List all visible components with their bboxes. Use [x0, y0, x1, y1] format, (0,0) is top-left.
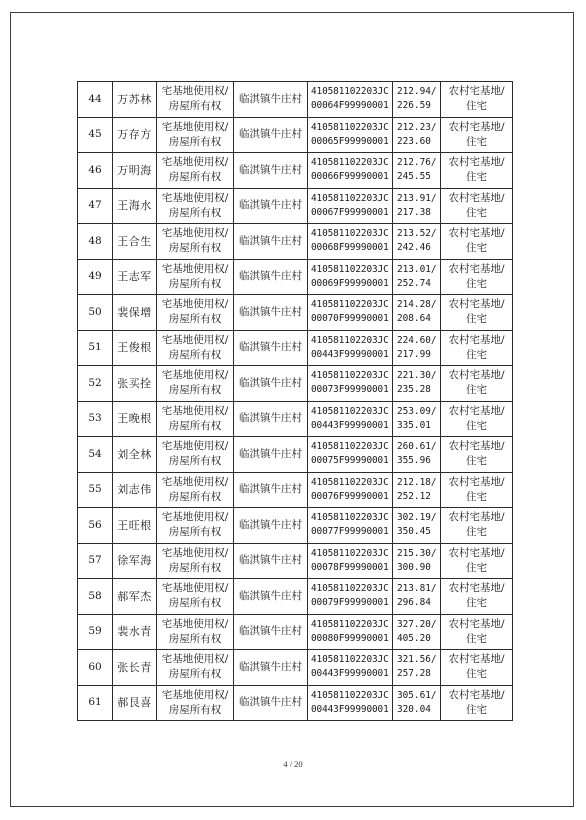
unit-code-cell — [308, 259, 393, 295]
right-type-cell-line: 宅基地使用权/ — [161, 191, 229, 204]
unit-code-cell — [308, 366, 393, 402]
usage-cell-line: 住宅 — [466, 526, 487, 539]
unit-code-cell-line: 410581102203JC — [311, 86, 389, 98]
unit-code-cell-line: 410581102203JC — [311, 263, 389, 275]
right-type-cell-line: 房屋所有权 — [168, 277, 222, 290]
usage-cell-line: 农村宅基地/ — [448, 120, 505, 133]
area-cell — [393, 330, 441, 366]
area-cell-line: 217.99 — [397, 348, 431, 360]
table-row — [78, 401, 513, 437]
area-cell — [393, 82, 441, 118]
right-type-cell-line: 房屋所有权 — [168, 632, 222, 645]
owner-name-cell: 刘全林 — [113, 437, 157, 473]
unit-code-cell-line: 00443F99990001 — [311, 668, 389, 680]
table-row — [78, 366, 513, 402]
location-cell: 临淇镇牛庄村 — [234, 401, 308, 437]
owner-name-cell: 万明海 — [113, 153, 157, 189]
unit-code-cell-line: 410581102203JC — [311, 618, 389, 630]
table-row — [78, 224, 513, 260]
right-type-cell-line: 宅基地使用权/ — [161, 653, 229, 666]
usage-cell-line: 住宅 — [466, 419, 487, 432]
area-cell — [393, 295, 441, 331]
usage-cell-line: 住宅 — [466, 242, 487, 255]
usage-cell — [441, 579, 513, 615]
right-type-cell — [157, 259, 234, 295]
usage-cell-line: 农村宅基地/ — [448, 440, 505, 453]
location-cell: 临淇镇牛庄村 — [234, 579, 308, 615]
usage-cell-line: 农村宅基地/ — [448, 227, 505, 240]
location-cell: 临淇镇牛庄村 — [234, 650, 308, 686]
right-type-cell-line: 宅基地使用权/ — [161, 475, 229, 488]
right-type-cell-line: 宅基地使用权/ — [161, 369, 229, 382]
location-cell: 临淇镇牛庄村 — [234, 437, 308, 473]
usage-cell-line: 农村宅基地/ — [448, 262, 505, 275]
unit-code-cell-line: 410581102203JC — [311, 370, 389, 382]
right-type-cell-line: 宅基地使用权/ — [161, 333, 229, 346]
area-cell-line: 321.56/ — [397, 654, 437, 666]
owner-name-cell: 裴保增 — [113, 295, 157, 331]
area-cell — [393, 259, 441, 295]
unit-code-cell — [308, 650, 393, 686]
area-cell-line: 252.12 — [397, 490, 431, 502]
unit-code-cell-line: 00443F99990001 — [311, 703, 389, 715]
usage-cell — [441, 508, 513, 544]
table-row — [78, 117, 513, 153]
unit-code-cell-line: 00079F99990001 — [311, 597, 389, 609]
owner-name-cell: 王旺根 — [113, 508, 157, 544]
row-number-cell: 54 — [78, 437, 113, 473]
right-type-cell-line: 房屋所有权 — [168, 100, 222, 113]
table-row — [78, 82, 513, 118]
right-type-cell-line: 房屋所有权 — [168, 703, 222, 716]
location-cell: 临淇镇牛庄村 — [234, 117, 308, 153]
usage-cell-line: 住宅 — [466, 348, 487, 361]
right-type-cell-line: 房屋所有权 — [168, 171, 222, 184]
area-cell-line: 213.52/ — [397, 228, 437, 240]
table-row — [78, 437, 513, 473]
right-type-cell-line: 宅基地使用权/ — [161, 227, 229, 240]
usage-cell — [441, 117, 513, 153]
area-cell-line: 213.91/ — [397, 192, 437, 204]
right-type-cell — [157, 685, 234, 721]
unit-code-cell — [308, 82, 393, 118]
right-type-cell — [157, 224, 234, 260]
right-type-cell — [157, 543, 234, 579]
unit-code-cell — [308, 188, 393, 224]
right-type-cell — [157, 188, 234, 224]
table-body — [78, 82, 513, 721]
usage-cell-line: 住宅 — [466, 632, 487, 645]
right-type-cell-line: 房屋所有权 — [168, 348, 222, 361]
area-cell — [393, 224, 441, 260]
usage-cell-line: 住宅 — [466, 668, 487, 681]
usage-cell-line: 农村宅基地/ — [448, 156, 505, 169]
row-number-cell: 52 — [78, 366, 113, 402]
location-cell: 临淇镇牛庄村 — [234, 224, 308, 260]
unit-code-cell — [308, 685, 393, 721]
right-type-cell-line: 宅基地使用权/ — [161, 85, 229, 98]
area-cell-line: 224.60/ — [397, 334, 437, 346]
usage-cell-line: 住宅 — [466, 561, 487, 574]
table-row — [78, 614, 513, 650]
usage-cell-line: 农村宅基地/ — [448, 511, 505, 524]
area-cell — [393, 153, 441, 189]
area-cell-line: 253.09/ — [397, 405, 437, 417]
row-number-cell: 51 — [78, 330, 113, 366]
usage-cell-line: 住宅 — [466, 597, 487, 610]
row-number-cell: 45 — [78, 117, 113, 153]
usage-cell-line: 住宅 — [466, 171, 487, 184]
area-cell — [393, 188, 441, 224]
right-type-cell-line: 宅基地使用权/ — [161, 440, 229, 453]
table-row — [78, 188, 513, 224]
unit-code-cell — [308, 117, 393, 153]
area-cell — [393, 685, 441, 721]
unit-code-cell-line: 410581102203JC — [311, 441, 389, 453]
unit-code-cell — [308, 579, 393, 615]
area-cell-line: 217.38 — [397, 206, 431, 218]
right-type-cell-line: 房屋所有权 — [168, 668, 222, 681]
area-cell-line: 212.18/ — [397, 476, 437, 488]
location-cell: 临淇镇牛庄村 — [234, 82, 308, 118]
usage-cell — [441, 259, 513, 295]
area-cell — [393, 472, 441, 508]
usage-cell-line: 农村宅基地/ — [448, 404, 505, 417]
owner-name-cell: 徐军海 — [113, 543, 157, 579]
usage-cell-line: 住宅 — [466, 703, 487, 716]
usage-cell-line: 农村宅基地/ — [448, 653, 505, 666]
location-cell: 临淇镇牛庄村 — [234, 295, 308, 331]
area-cell-line: 208.64 — [397, 313, 431, 325]
owner-name-cell: 王海水 — [113, 188, 157, 224]
usage-cell — [441, 366, 513, 402]
owner-name-cell: 郝艮喜 — [113, 685, 157, 721]
owner-name-cell: 王晚根 — [113, 401, 157, 437]
area-cell — [393, 508, 441, 544]
usage-cell-line: 住宅 — [466, 313, 487, 326]
area-cell-line: 223.60 — [397, 135, 431, 147]
row-number-cell: 53 — [78, 401, 113, 437]
unit-code-cell-line: 00068F99990001 — [311, 242, 389, 254]
owner-name-cell: 王合生 — [113, 224, 157, 260]
right-type-cell-line: 房屋所有权 — [168, 313, 222, 326]
area-cell — [393, 543, 441, 579]
table-row — [78, 259, 513, 295]
right-type-cell-line: 宅基地使用权/ — [161, 262, 229, 275]
area-cell-line: 302.19/ — [397, 512, 437, 524]
area-cell-line: 213.01/ — [397, 263, 437, 275]
usage-cell-line: 农村宅基地/ — [448, 85, 505, 98]
usage-cell — [441, 330, 513, 366]
table-row — [78, 685, 513, 721]
row-number-cell: 56 — [78, 508, 113, 544]
owner-name-cell: 郝军杰 — [113, 579, 157, 615]
area-cell-line: 257.28 — [397, 668, 431, 680]
area-cell-line: 260.61/ — [397, 441, 437, 453]
area-cell-line: 215.30/ — [397, 547, 437, 559]
area-cell-line: 405.20 — [397, 632, 431, 644]
area-cell-line: 221.30/ — [397, 370, 437, 382]
area-cell-line: 296.84 — [397, 597, 431, 609]
usage-cell — [441, 614, 513, 650]
right-type-cell — [157, 153, 234, 189]
unit-code-cell-line: 410581102203JC — [311, 228, 389, 240]
unit-code-cell-line: 00064F99990001 — [311, 100, 389, 112]
unit-code-cell-line: 00443F99990001 — [311, 348, 389, 360]
usage-cell-line: 住宅 — [466, 384, 487, 397]
location-cell: 临淇镇牛庄村 — [234, 508, 308, 544]
row-number-cell: 49 — [78, 259, 113, 295]
row-number-cell: 61 — [78, 685, 113, 721]
location-cell: 临淇镇牛庄村 — [234, 259, 308, 295]
right-type-cell-line: 宅基地使用权/ — [161, 582, 229, 595]
owner-name-cell: 刘志伟 — [113, 472, 157, 508]
usage-cell-line: 农村宅基地/ — [448, 546, 505, 559]
area-cell-line: 235.28 — [397, 384, 431, 396]
unit-code-cell-line: 410581102203JC — [311, 157, 389, 169]
owner-name-cell: 王志军 — [113, 259, 157, 295]
area-cell-line: 213.81/ — [397, 583, 437, 595]
unit-code-cell — [308, 330, 393, 366]
right-type-cell — [157, 330, 234, 366]
table-row — [78, 330, 513, 366]
usage-cell-line: 住宅 — [466, 206, 487, 219]
area-cell — [393, 614, 441, 650]
location-cell: 临淇镇牛庄村 — [234, 614, 308, 650]
row-number-cell: 60 — [78, 650, 113, 686]
usage-cell-line: 农村宅基地/ — [448, 617, 505, 630]
unit-code-cell-line: 410581102203JC — [311, 689, 389, 701]
usage-cell-line: 住宅 — [466, 100, 487, 113]
area-cell-line: 350.45 — [397, 526, 431, 538]
usage-cell — [441, 650, 513, 686]
right-type-cell — [157, 614, 234, 650]
unit-code-cell-line: 00075F99990001 — [311, 455, 389, 467]
usage-cell-line: 农村宅基地/ — [448, 191, 505, 204]
area-cell-line: 320.04 — [397, 703, 431, 715]
right-type-cell — [157, 295, 234, 331]
table-row — [78, 295, 513, 331]
right-type-cell-line: 房屋所有权 — [168, 455, 222, 468]
unit-code-cell-line: 410581102203JC — [311, 547, 389, 559]
table-row — [78, 508, 513, 544]
right-type-cell-line: 房屋所有权 — [168, 419, 222, 432]
right-type-cell-line: 宅基地使用权/ — [161, 617, 229, 630]
location-cell: 临淇镇牛庄村 — [234, 543, 308, 579]
area-cell-line: 245.55 — [397, 171, 431, 183]
unit-code-cell-line: 410581102203JC — [311, 512, 389, 524]
unit-code-cell-line: 410581102203JC — [311, 583, 389, 595]
area-cell-line: 300.90 — [397, 561, 431, 573]
row-number-cell: 47 — [78, 188, 113, 224]
usage-cell — [441, 685, 513, 721]
unit-code-cell — [308, 472, 393, 508]
location-cell: 临淇镇牛庄村 — [234, 330, 308, 366]
owner-name-cell: 万苏林 — [113, 82, 157, 118]
usage-cell-line: 农村宅基地/ — [448, 475, 505, 488]
right-type-cell — [157, 82, 234, 118]
usage-cell — [441, 472, 513, 508]
owner-name-cell: 万存方 — [113, 117, 157, 153]
usage-cell — [441, 437, 513, 473]
area-cell — [393, 117, 441, 153]
page-number: 4 / 20 — [283, 759, 303, 769]
unit-code-cell-line: 410581102203JC — [311, 334, 389, 346]
usage-cell-line: 住宅 — [466, 455, 487, 468]
location-cell: 临淇镇牛庄村 — [234, 366, 308, 402]
area-cell-line: 212.94/ — [397, 86, 437, 98]
area-cell — [393, 366, 441, 402]
area-cell-line: 226.59 — [397, 100, 431, 112]
location-cell: 临淇镇牛庄村 — [234, 188, 308, 224]
usage-cell-line: 住宅 — [466, 277, 487, 290]
area-cell-line: 335.01 — [397, 419, 431, 431]
right-type-cell-line: 房屋所有权 — [168, 561, 222, 574]
right-type-cell — [157, 579, 234, 615]
right-type-cell-line: 房屋所有权 — [168, 526, 222, 539]
unit-code-cell-line: 00067F99990001 — [311, 206, 389, 218]
right-type-cell-line: 房屋所有权 — [168, 242, 222, 255]
row-number-cell: 48 — [78, 224, 113, 260]
unit-code-cell — [308, 224, 393, 260]
right-type-cell-line: 宅基地使用权/ — [161, 156, 229, 169]
table-row — [78, 579, 513, 615]
right-type-cell-line: 房屋所有权 — [168, 135, 222, 148]
unit-code-cell-line: 410581102203JC — [311, 121, 389, 133]
unit-code-cell-line: 00070F99990001 — [311, 313, 389, 325]
row-number-cell: 59 — [78, 614, 113, 650]
right-type-cell-line: 房屋所有权 — [168, 206, 222, 219]
location-cell: 临淇镇牛庄村 — [234, 153, 308, 189]
area-cell — [393, 579, 441, 615]
usage-cell-line: 农村宅基地/ — [448, 298, 505, 311]
unit-code-cell-line: 00077F99990001 — [311, 526, 389, 538]
right-type-cell — [157, 117, 234, 153]
usage-cell-line: 农村宅基地/ — [448, 688, 505, 701]
owner-name-cell: 张买拴 — [113, 366, 157, 402]
owner-name-cell: 张长青 — [113, 650, 157, 686]
table-row — [78, 543, 513, 579]
unit-code-cell — [308, 295, 393, 331]
unit-code-cell — [308, 153, 393, 189]
unit-code-cell-line: 410581102203JC — [311, 405, 389, 417]
row-number-cell: 58 — [78, 579, 113, 615]
row-number-cell: 55 — [78, 472, 113, 508]
usage-cell — [441, 295, 513, 331]
table-row — [78, 472, 513, 508]
area-cell — [393, 650, 441, 686]
location-cell: 临淇镇牛庄村 — [234, 685, 308, 721]
usage-cell — [441, 401, 513, 437]
right-type-cell-line: 宅基地使用权/ — [161, 688, 229, 701]
right-type-cell-line: 宅基地使用权/ — [161, 120, 229, 133]
right-type-cell-line: 宅基地使用权/ — [161, 546, 229, 559]
area-cell-line: 212.23/ — [397, 121, 437, 133]
right-type-cell-line: 房屋所有权 — [168, 597, 222, 610]
area-cell-line: 327.20/ — [397, 618, 437, 630]
unit-code-cell-line: 00080F99990001 — [311, 632, 389, 644]
right-type-cell — [157, 437, 234, 473]
area-cell — [393, 401, 441, 437]
usage-cell-line: 农村宅基地/ — [448, 369, 505, 382]
unit-code-cell-line: 00066F99990001 — [311, 171, 389, 183]
table-row — [78, 153, 513, 189]
unit-code-cell — [308, 508, 393, 544]
area-cell-line: 252.74 — [397, 277, 431, 289]
area-cell-line: 305.61/ — [397, 689, 437, 701]
right-type-cell-line: 宅基地使用权/ — [161, 511, 229, 524]
right-type-cell-line: 房屋所有权 — [168, 384, 222, 397]
area-cell — [393, 437, 441, 473]
unit-code-cell-line: 00076F99990001 — [311, 490, 389, 502]
right-type-cell — [157, 508, 234, 544]
table-row — [78, 650, 513, 686]
area-cell-line: 242.46 — [397, 242, 431, 254]
usage-cell-line: 农村宅基地/ — [448, 582, 505, 595]
unit-code-cell-line: 00078F99990001 — [311, 561, 389, 573]
usage-cell-line: 住宅 — [466, 490, 487, 503]
unit-code-cell-line: 00073F99990001 — [311, 384, 389, 396]
unit-code-cell — [308, 401, 393, 437]
unit-code-cell-line: 410581102203JC — [311, 654, 389, 666]
usage-cell-line: 农村宅基地/ — [448, 333, 505, 346]
right-type-cell — [157, 401, 234, 437]
usage-cell — [441, 82, 513, 118]
right-type-cell — [157, 472, 234, 508]
usage-cell — [441, 543, 513, 579]
location-cell: 临淇镇牛庄村 — [234, 472, 308, 508]
row-number-cell: 44 — [78, 82, 113, 118]
unit-code-cell-line: 00065F99990001 — [311, 135, 389, 147]
usage-cell — [441, 188, 513, 224]
unit-code-cell-line: 00443F99990001 — [311, 419, 389, 431]
row-number-cell: 46 — [78, 153, 113, 189]
property-register-table — [77, 81, 513, 721]
unit-code-cell-line: 410581102203JC — [311, 476, 389, 488]
unit-code-cell-line: 410581102203JC — [311, 299, 389, 311]
right-type-cell — [157, 650, 234, 686]
right-type-cell-line: 宅基地使用权/ — [161, 404, 229, 417]
row-number-cell: 50 — [78, 295, 113, 331]
unit-code-cell — [308, 437, 393, 473]
owner-name-cell: 王俊根 — [113, 330, 157, 366]
unit-code-cell — [308, 614, 393, 650]
right-type-cell — [157, 366, 234, 402]
area-cell-line: 212.76/ — [397, 157, 437, 169]
unit-code-cell — [308, 543, 393, 579]
right-type-cell-line: 房屋所有权 — [168, 490, 222, 503]
row-number-cell: 57 — [78, 543, 113, 579]
area-cell-line: 214.28/ — [397, 299, 437, 311]
unit-code-cell-line: 00069F99990001 — [311, 277, 389, 289]
owner-name-cell: 裴水青 — [113, 614, 157, 650]
unit-code-cell-line: 410581102203JC — [311, 192, 389, 204]
usage-cell — [441, 153, 513, 189]
usage-cell-line: 住宅 — [466, 135, 487, 148]
area-cell-line: 355.96 — [397, 455, 431, 467]
right-type-cell-line: 宅基地使用权/ — [161, 298, 229, 311]
usage-cell — [441, 224, 513, 260]
